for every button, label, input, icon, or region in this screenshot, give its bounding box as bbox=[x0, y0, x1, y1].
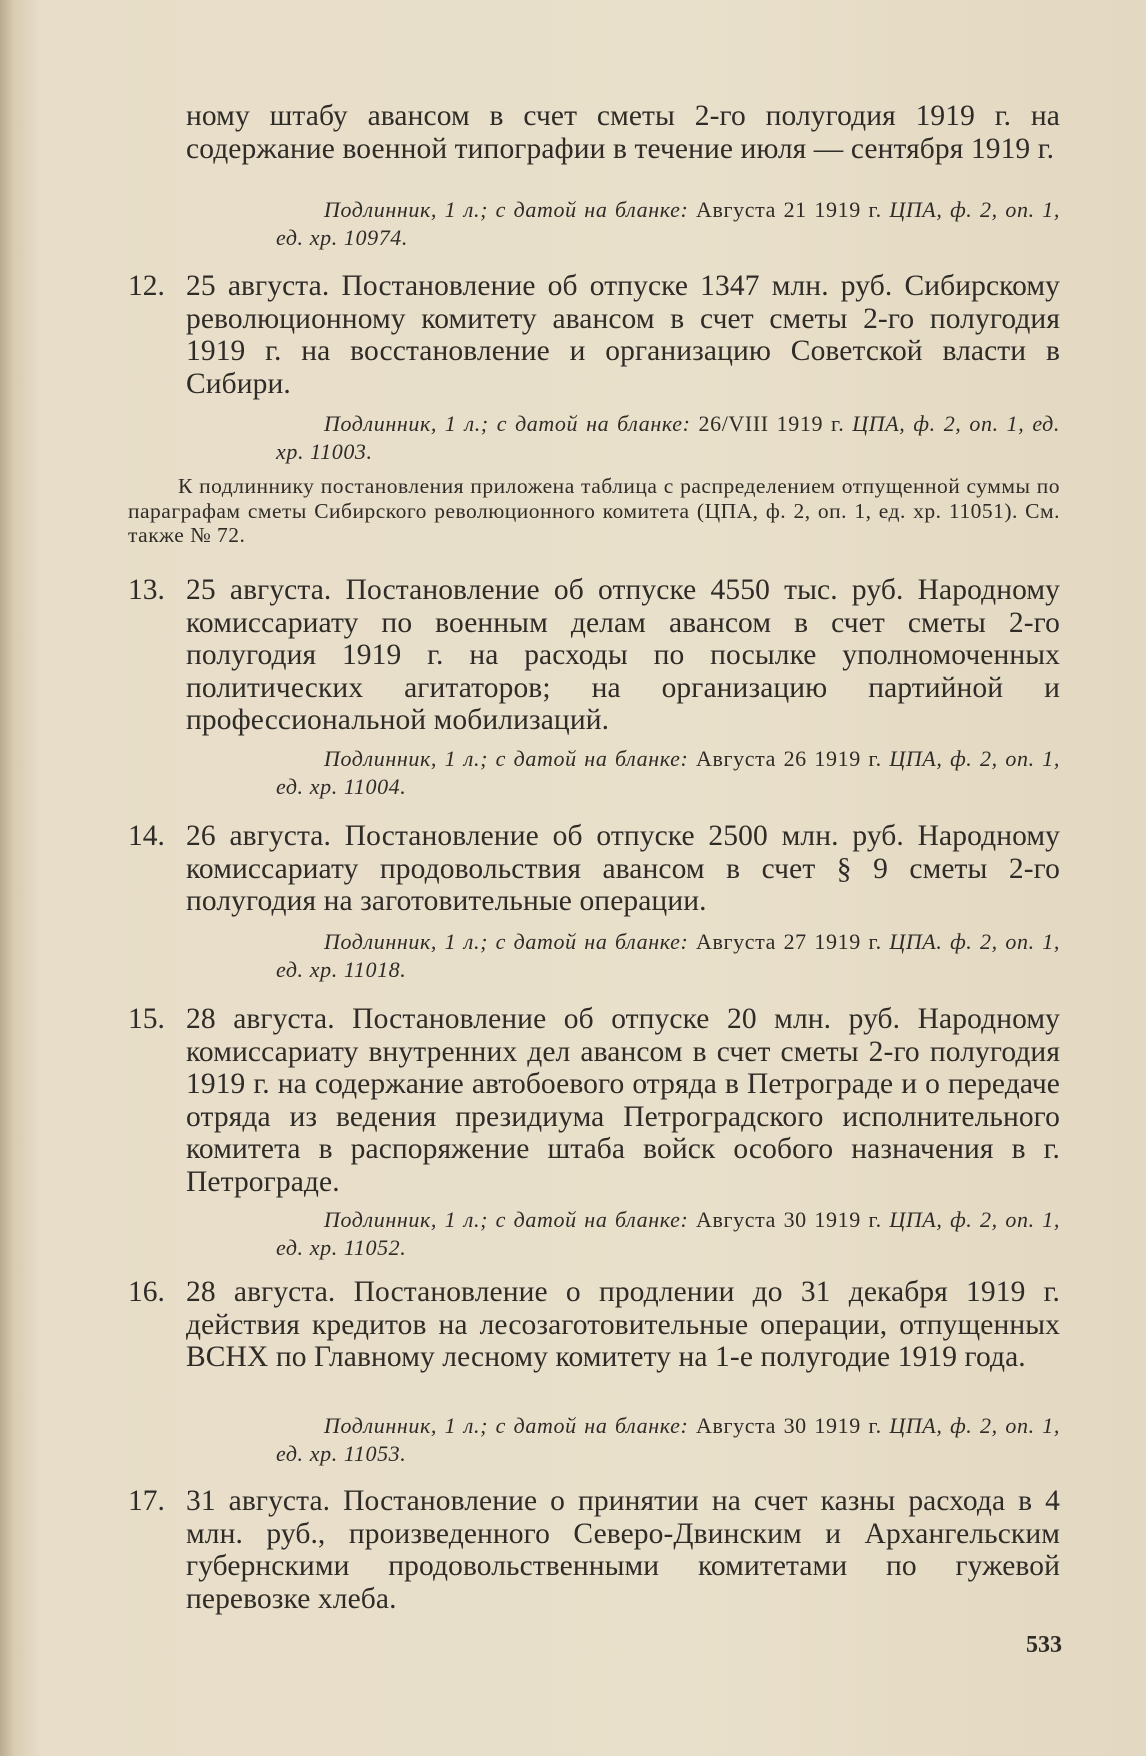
entry-source: Подлинник, 1 л.; с датой на бланке: Августа 27 1919 г. ЦПА. ф. 2, оп. 1, ед. хр. 11018. bbox=[276, 929, 1060, 982]
entry-note: К подлиннику постановления приложена таблица с распределением отпущенной суммы по параграфам сметы Сибирского революционного комитета (ЦПА, ф. 2, оп. 1, ед. хр. 11051). См. также № 72. bbox=[128, 474, 1060, 547]
intro-source: Подлинник, 1 л.; с датой на бланке: Августа 21 1919 г. ЦПА, ф. 2, оп. 1, ед. хр. 10974. bbox=[276, 197, 1060, 250]
entry-number: 16. bbox=[128, 1276, 165, 1308]
entry-source: Подлинник, 1 л.; с датой на бланке: 26/VIII 1919 г. ЦПА, ф. 2, оп. 1, ед. хр. 11003. bbox=[276, 411, 1061, 464]
entry-text: 26 августа. Постановление об отпуске 2500 млн. руб. Народному комиссариату продовольствия авансом в счет § 9 сметы 2-го полугодия на заготовительные операции. bbox=[186, 820, 1060, 918]
entry-source: Подлинник, 1 л.; с датой на бланке: Августа 26 1919 г. ЦПА, ф. 2, оп. 1, ед. хр. 11004. bbox=[276, 746, 1060, 799]
entry-number: 14. bbox=[128, 820, 165, 852]
entry-number: 17. bbox=[128, 1485, 165, 1517]
entry-text: 25 августа. Постановление об отпуске 4550 тыс. руб. Народному комиссариату по военным делам авансом в счет сметы 2-го полугодия 1919 г. на расходы по посылке уполномоченных политических агитаторов; на организацию партийной и профессиональной мобилизаций. bbox=[186, 574, 1060, 737]
page-number: 533 bbox=[1026, 1632, 1062, 1658]
entry-text: 31 августа. Постановление о принятии на счет казны расхода в 4 млн. руб., произведенного Северо-Двинским и Архангельским губернскими продовольственными комитетами по гужевой перевозке хлеба. bbox=[186, 1485, 1060, 1615]
entry-number: 13. bbox=[128, 574, 165, 606]
entry-text: 25 августа. Постановление об отпуске 1347 млн. руб. Сибирскому революционному комитету авансом в счет сметы 2-го полугодия 1919 г. на восстановление и организацию Советской власти в Сибири. bbox=[186, 270, 1060, 400]
intro-paragraph: ному штабу авансом в счет сметы 2-го полугодия 1919 г. на содержание военной типографии в течение июля — сентября 1919 г. bbox=[186, 100, 1060, 165]
entry-source: Подлинник, 1 л.; с датой на бланке: Августа 30 1919 г. ЦПА, ф. 2, оп. 1, ед. хр. 11053. bbox=[276, 1413, 1060, 1466]
entry-number: 12. bbox=[128, 270, 165, 302]
entry-text: 28 августа. Постановление о продлении до 31 декабря 1919 г. действия кредитов на лесозаготовительные операции, отпущенных ВСНХ по Главному лесному комитету на 1-е полугодие 1919 года. bbox=[186, 1276, 1060, 1374]
entry-number: 15. bbox=[128, 1003, 165, 1035]
entry-source: Подлинник, 1 л.; с датой на бланке: Августа 30 1919 г. ЦПА, ф. 2, оп. 1, ед. хр. 11052. bbox=[276, 1207, 1060, 1260]
entry-text: 28 августа. Постановление об отпуске 20 млн. руб. Народному комиссариату внутренних дел авансом в счет сметы 2-го полугодия 1919 г. на содержание автобоевого отряда в Петрограде и о передаче отряда из ведения президиума Петроградского исполнительного комитета в распоряжение штаба войск особого назначения в г. Петрограде. bbox=[186, 1003, 1060, 1198]
